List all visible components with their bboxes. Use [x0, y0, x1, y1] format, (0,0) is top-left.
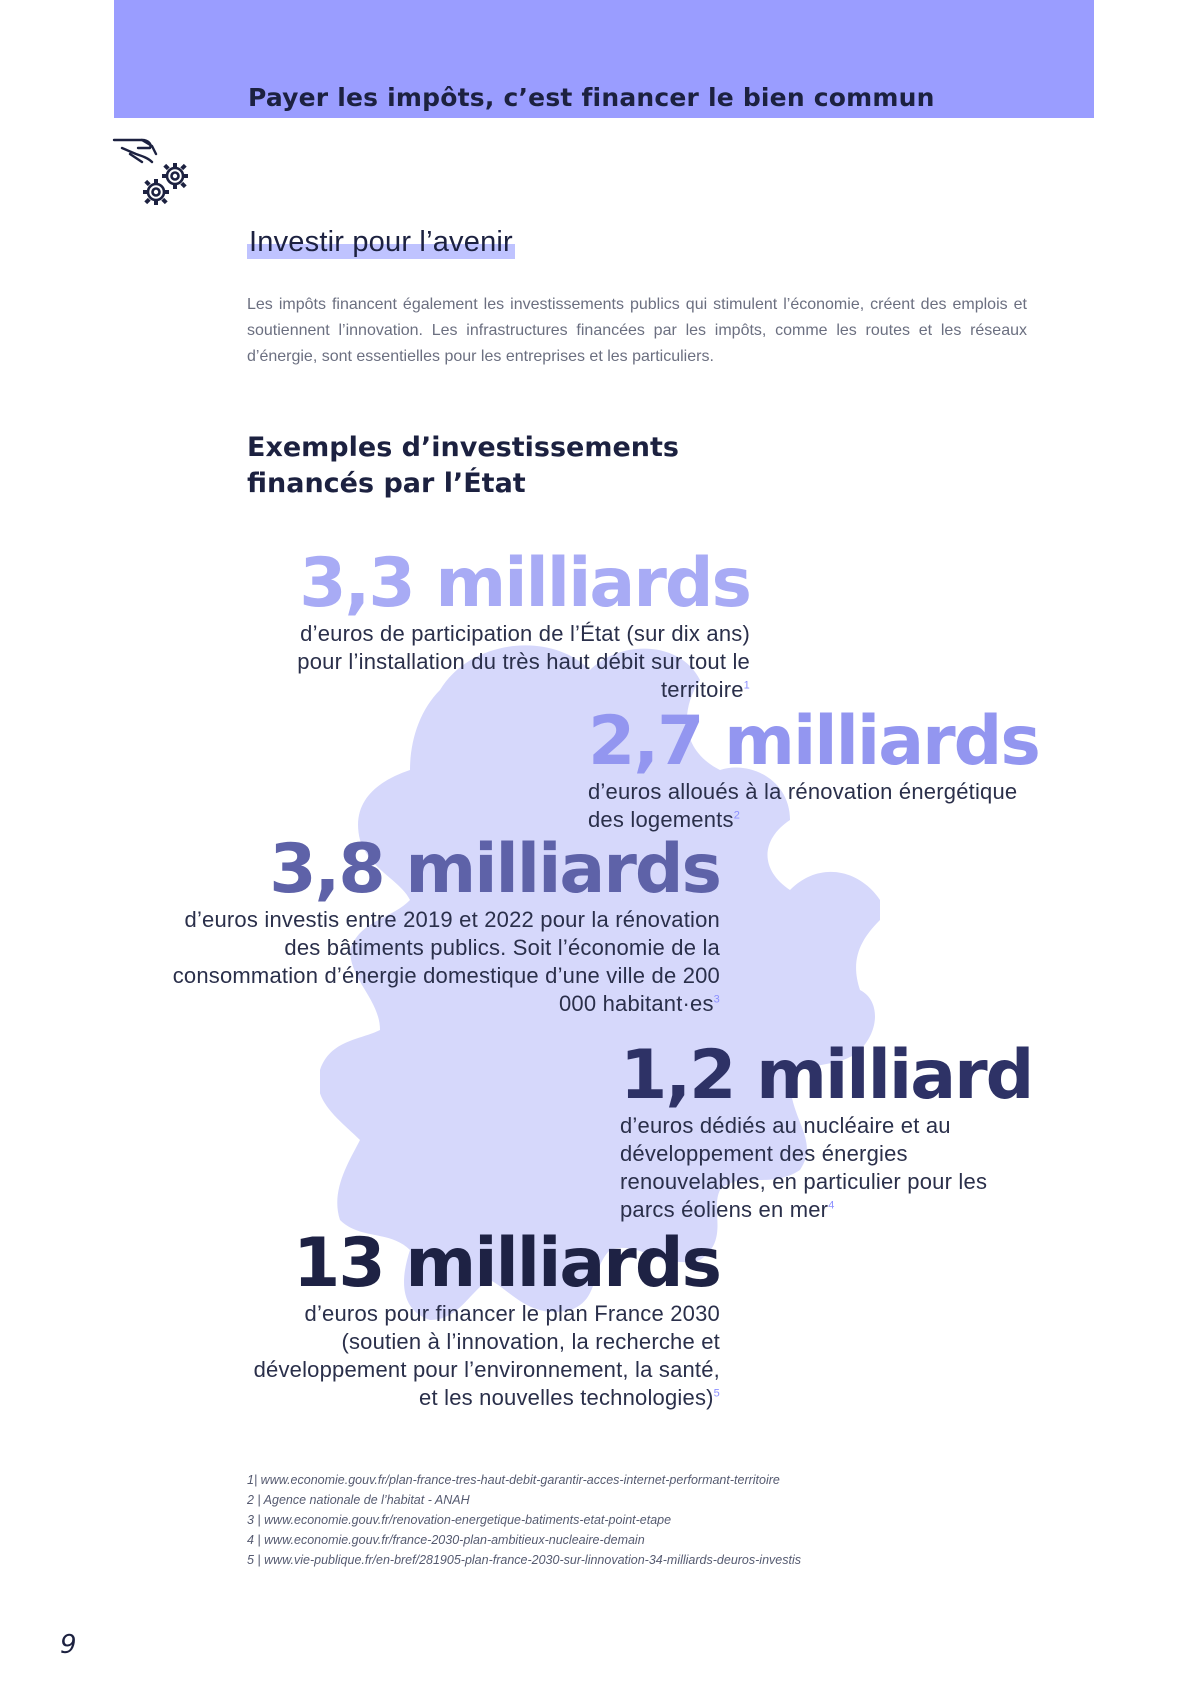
stat-value: 3,8 milliards — [269, 830, 720, 909]
stat-description — [160, 906, 720, 1018]
stat-item — [588, 702, 1039, 834]
footnote-item: 3 | www.economie.gouv.fr/renovation-energetique-batiments-etat-point-etape — [247, 1513, 672, 1527]
examples-heading-line1: Exemples d’investissements — [247, 432, 679, 463]
section-title: Investir pour l’avenir — [249, 226, 513, 258]
footnotes — [247, 1470, 1097, 1570]
stat-item — [160, 830, 720, 1018]
footnote-ref: 2 — [733, 809, 741, 822]
stat-item — [620, 1036, 1040, 1224]
stat-value: 2,7 milliards — [588, 702, 1039, 781]
stat-text: d’euros pour financer le plan France 2030 (soutien à l’innovation, la recherche et développement pour l’environnement, la santé, et les nouvelles technologies) — [253, 1301, 720, 1410]
footnote-ref: 4 — [828, 1199, 835, 1212]
stat-text: d’euros investis entre 2019 et 2022 pour la rénovation des bâtiments publics. Soit l’économie de la consommation d’énergie domestique d’une ville de 200 000 habitant·es — [172, 907, 720, 1016]
page-number: 9 — [60, 1630, 77, 1660]
stat-description — [588, 778, 1018, 834]
examples-heading — [247, 430, 767, 502]
footnote-item: 1| www.economie.gouv.fr/plan-france-tres-haut-debit-garantir-acces-internet-performant-territoire — [247, 1473, 780, 1487]
stat-value: 3,3 milliards — [299, 544, 750, 623]
header-title: Payer les impôts, c’est financer le bien commun — [248, 83, 935, 112]
stat-description — [260, 620, 750, 704]
examples-heading-line2: financés par l’État — [247, 468, 526, 499]
footnote-item: 4 | www.economie.gouv.fr/france-2030-plan-ambitieux-nucleaire-demain — [247, 1533, 645, 1547]
stat-description — [620, 1112, 1040, 1224]
stat-item — [260, 544, 750, 704]
stat-value: 1,2 milliard — [620, 1036, 1033, 1115]
footnote-ref: 5 — [713, 1387, 720, 1400]
header-band — [114, 0, 1094, 118]
intro-paragraph: Les impôts financent également les investissements publics qui stimulent l’économie, créent des emplois et soutiennent l’innovation. Les infrastructures financées par les impôts, comme les routes et les réseaux d’énergie, sont essentielles pour les entreprises et les particuliers. — [247, 296, 1027, 365]
stat-value: 13 milliards — [293, 1224, 720, 1303]
footnote-ref: 1 — [743, 679, 750, 692]
footnote-ref: 3 — [713, 993, 720, 1006]
stat-description — [230, 1300, 720, 1412]
stat-text: d’euros de participation de l’État (sur dix ans) pour l’installation du très haut débit sur tout le territoire — [297, 621, 750, 702]
stat-text: d’euros dédiés au nucléaire et au développement des énergies renouvelables, en particulier pour les parcs éoliens en mer — [620, 1113, 988, 1222]
footnote-item: 2 | Agence nationale de l’habitat - ANAH — [247, 1493, 470, 1507]
stat-text: d’euros alloués à la rénovation énergétique des logements — [588, 779, 1018, 832]
footnote-item: 5 | www.vie-publique.fr/en-bref/281905-plan-france-2030-sur-linnovation-34-milliards-deuros-investis — [247, 1553, 801, 1567]
hand-with-gears-icon — [112, 136, 204, 212]
stat-item — [230, 1224, 720, 1412]
